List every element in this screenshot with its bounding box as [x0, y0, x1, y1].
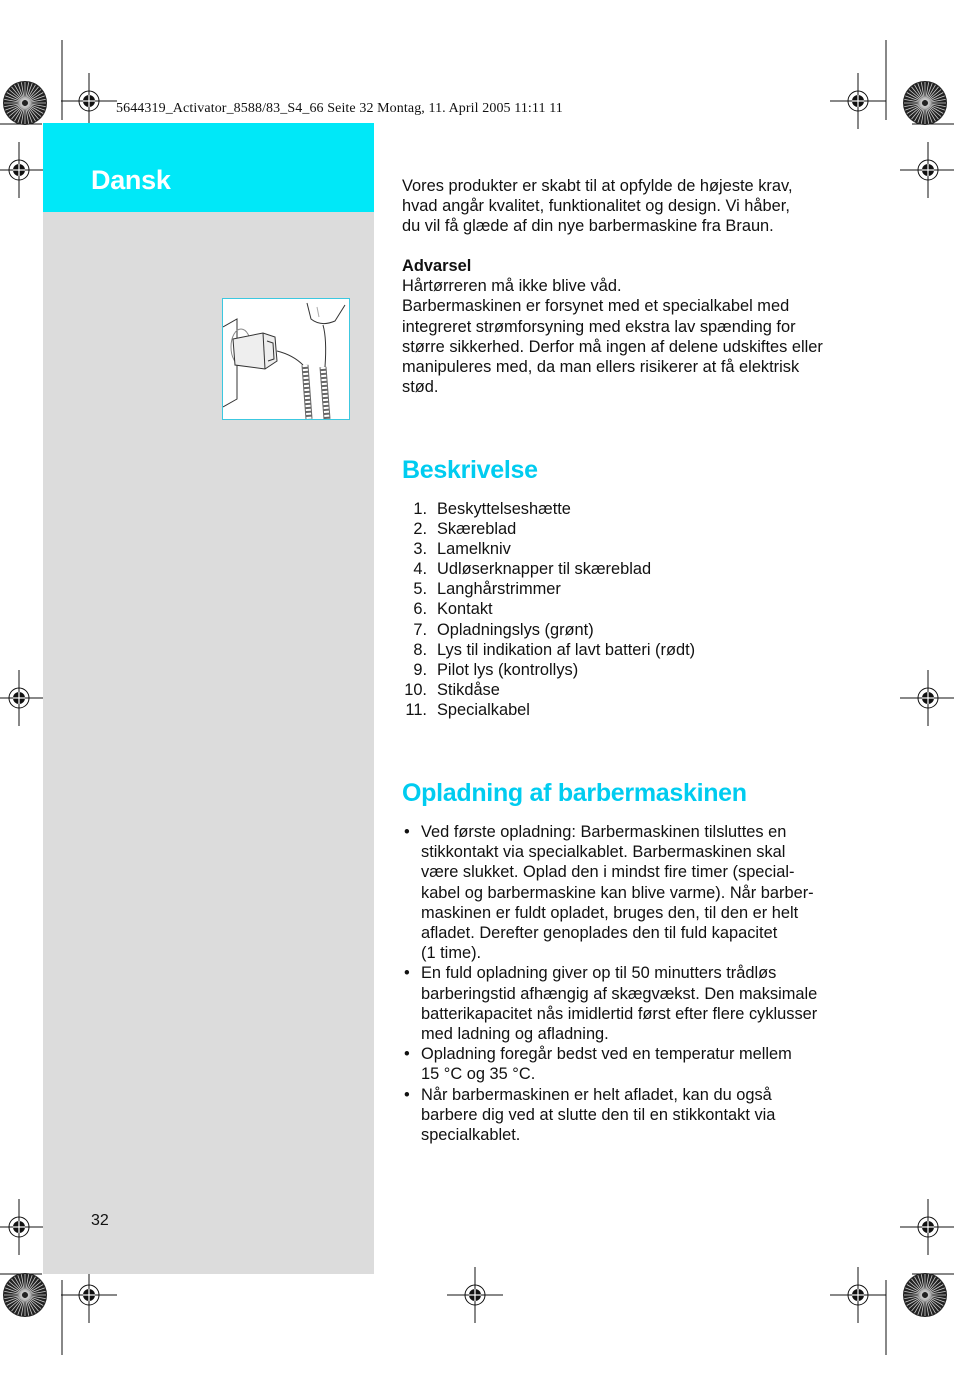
registration-mark-icon — [447, 1267, 503, 1323]
bullet-icon: • — [404, 964, 410, 983]
bullet-line: (1 time). — [421, 944, 482, 963]
description-title: Beskrivelse — [402, 456, 538, 484]
list-item-text: Specialkabel — [437, 700, 530, 719]
registration-mark-icon — [61, 73, 117, 129]
list-item-number: 3. — [413, 540, 427, 559]
warning-text — [402, 276, 872, 397]
charging-title: Opladning af barbermaskinen — [402, 779, 747, 807]
list-item-text: Kontakt — [437, 600, 493, 619]
list-item — [402, 559, 872, 579]
registration-mark-icon — [0, 670, 47, 726]
list-item — [402, 822, 872, 963]
page-number: 32 — [91, 1212, 109, 1229]
parts-list — [402, 499, 872, 720]
warning-line: integreret strømforsyning med ekstra lav spænding for — [402, 317, 796, 336]
bullet-line: kabel og barbermaskine kan blive varme). Når barber- — [421, 883, 814, 902]
list-item — [402, 539, 872, 559]
list-item — [402, 579, 872, 599]
list-item-text: Beskyttelseshætte — [437, 500, 571, 518]
bullet-line: afladet. Derefter genoplades den til fuld kapacitet — [421, 924, 778, 943]
warning-line: Hårtørreren må ikke blive våd. — [402, 277, 622, 296]
list-item — [402, 599, 872, 619]
registration-mark-icon — [830, 73, 886, 129]
list-item-text: Lamelkniv — [437, 540, 511, 559]
list-item-text: Pilot lys (kontrollys) — [437, 660, 579, 679]
list-item-number: 7. — [413, 620, 427, 639]
list-item-text: Stikdåse — [437, 680, 500, 699]
list-item-text: Skæreblad — [437, 520, 517, 539]
bullet-line: Når barbermaskinen er helt afladet, kan du også — [421, 1085, 772, 1104]
list-item-number: 11. — [405, 700, 427, 719]
bullet-line: barberingstid afhængig af skægvækst. Den maksimale — [421, 984, 818, 1003]
list-item — [402, 620, 872, 640]
color-calibration-starburst-icon — [3, 1273, 47, 1317]
registration-mark-icon — [0, 1199, 47, 1255]
list-item — [402, 499, 872, 519]
color-calibration-starburst-icon — [3, 81, 47, 125]
bullet-line: En fuld opladning giver op til 50 minutters trådløs — [421, 964, 777, 983]
list-item-number: 1. — [413, 500, 427, 518]
intro-paragraph — [402, 176, 872, 237]
registration-mark-icon — [830, 1267, 886, 1323]
language-title: Dansk — [91, 165, 171, 195]
list-item-text: Lys til indikation af lavt batteri (rødt) — [437, 640, 696, 659]
bullet-line: 15 °C og 35 °C. — [421, 1065, 536, 1084]
bullet-line: være slukket. Oplad den i mindst fire timer (special- — [421, 863, 795, 882]
list-item — [402, 519, 872, 539]
list-item — [402, 963, 872, 1044]
bullet-line: batterikapacitet nås imidlertid først efter flere cyklusser — [421, 1004, 818, 1023]
registration-mark-icon — [0, 142, 47, 198]
list-item — [402, 680, 872, 700]
list-item-text: Udløserknapper til skæreblad — [437, 560, 652, 579]
bullet-line: Opladning foregår bedst ved en temperatur mellem — [421, 1045, 792, 1064]
warning-line: manipuleres med, da man ellers risikerer at få elektrisk — [402, 358, 800, 377]
bullet-line: stikkontakt via specialkablet. Barbermaskinen skal — [421, 843, 786, 862]
plug-cable-icon — [223, 299, 349, 419]
charging-list — [402, 822, 872, 1145]
warning-line: større sikkerhed. Derfor må ingen af delene udskiftes eller — [402, 337, 823, 356]
registration-mark-icon — [900, 142, 954, 198]
color-calibration-starburst-icon — [903, 1273, 947, 1317]
color-calibration-starburst-icon — [903, 81, 947, 125]
print-slug-header: 5644319_Activator_8588/83_S4_66 Seite 32 Montag, 11. April 2005 11:11 11 — [116, 101, 563, 116]
warning-section — [402, 256, 872, 397]
bullet-line: maskinen er fuldt opladet, bruges den, til den er helt — [421, 903, 799, 922]
list-item — [402, 1085, 872, 1146]
list-item-number: 9. — [413, 660, 427, 679]
list-item-number: 2. — [413, 520, 427, 539]
registration-mark-icon — [900, 1199, 954, 1255]
list-item-number: 8. — [413, 640, 427, 659]
bullet-icon: • — [404, 1085, 410, 1104]
bullet-icon: • — [404, 823, 410, 841]
bullet-line: med ladning og afladning. — [421, 1025, 609, 1044]
list-item-text: Langhårstrimmer — [437, 580, 561, 599]
warning-heading: Advarsel — [402, 257, 472, 275]
sidebar-gray-column — [43, 123, 374, 1274]
registration-mark-icon — [61, 1267, 117, 1323]
warning-line: Barbermaskinen er forsynet med et specialkabel med — [402, 297, 790, 316]
intro-line: du vil få glæde af din nye barbermaskine fra Braun. — [402, 217, 774, 236]
intro-line: Vores produkter er skabt til at opfylde de højeste krav, — [402, 177, 793, 195]
registration-mark-icon — [900, 670, 954, 726]
list-item — [402, 700, 872, 720]
list-item-text: Opladningslys (grønt) — [437, 620, 594, 639]
list-item-number: 5. — [413, 580, 427, 599]
list-item — [402, 1044, 872, 1084]
list-item-number: 6. — [413, 600, 427, 619]
list-item-number: 10. — [404, 680, 427, 699]
bullet-line: specialkablet. — [421, 1126, 521, 1145]
plug-cable-illustration — [222, 298, 350, 420]
list-item — [402, 640, 872, 660]
warning-line: stød. — [402, 378, 439, 397]
bullet-line: barbere dig ved at slutte den til en stikkontakt via — [421, 1105, 776, 1124]
list-item-number: 4. — [413, 560, 427, 579]
list-item — [402, 660, 872, 680]
bullet-line: Ved første opladning: Barbermaskinen tilsluttes en — [421, 823, 787, 841]
bullet-icon: • — [404, 1045, 410, 1064]
intro-line: hvad angår kvalitet, funktionalitet og design. Vi håber, — [402, 197, 790, 216]
